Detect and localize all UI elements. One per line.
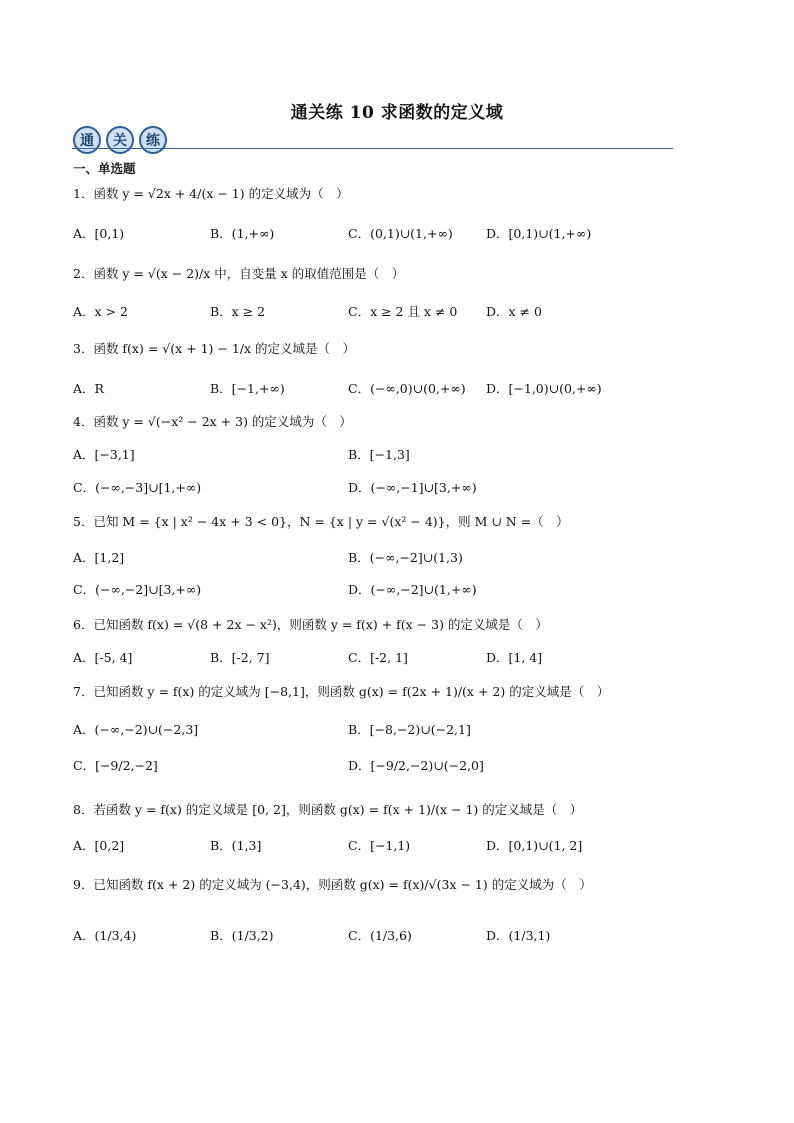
logo-char-3: 练 [146, 133, 160, 149]
question-8-stem: 8．若函数 y = f(x) 的定义域是 [0, 2]，则函数 g(x) = f(x + 1)/(x − 1) 的定义域是（ ） [73, 802, 583, 817]
q8-option-c[interactable]: C．[−1,1) [348, 838, 411, 853]
q6-option-c[interactable]: C．[-2, 1] [348, 650, 408, 665]
q4-option-a[interactable]: A．[−3,1] [73, 447, 135, 462]
q6-option-b[interactable]: B．[-2, 7] [210, 650, 270, 665]
q7-option-d[interactable]: D．[−9/2,−2)∪(−2,0] [348, 758, 484, 773]
q5-option-b[interactable]: B．(−∞,−2]∪(1,3) [348, 550, 463, 565]
q5-option-c[interactable]: C．(−∞,−2]∪[3,+∞) [73, 582, 202, 597]
question-5-stem: 5．已知 M = {x | x² − 4x + 3 < 0}，N = {x | y = √(x² − 4)}，则 M ∪ N =（ ） [73, 514, 569, 529]
q9-option-a[interactable]: A．(1/3,4) [73, 928, 137, 943]
q4-option-b[interactable]: B．[−1,3] [348, 447, 410, 462]
q9-option-c[interactable]: C．(1/3,6) [348, 928, 412, 943]
q7-option-a[interactable]: A．(−∞,−2)∪(−2,3] [73, 722, 199, 737]
q3-option-a[interactable]: A．R [73, 381, 104, 396]
q5-option-d[interactable]: D．(−∞,−2]∪(1,+∞) [348, 582, 477, 597]
q1-option-d[interactable]: D．[0,1)∪(1,+∞) [486, 226, 592, 241]
q7-option-c[interactable]: C．[−9/2,−2] [73, 758, 158, 773]
q4-option-d[interactable]: D．(−∞,−1]∪[3,+∞) [348, 480, 477, 495]
q3-option-b[interactable]: B．[−1,+∞) [210, 381, 285, 396]
page-title: 通关练 10 求函数的定义域 [290, 103, 504, 123]
q6-option-a[interactable]: A．[-5, 4] [73, 650, 133, 665]
question-1-stem: 1．函数 y = √2x + 4/(x − 1) 的定义域为（ ） [73, 186, 349, 201]
q8-option-a[interactable]: A．[0,2] [73, 838, 125, 853]
question-6-stem: 6．已知函数 f(x) = √(8 + 2x − x²)，则函数 y = f(x) + f(x − 3) 的定义域是（ ） [73, 617, 548, 632]
question-7-stem: 7．已知函数 y = f(x) 的定义域为 [−8,1]，则函数 g(x) = f(2x + 1)/(x + 2) 的定义域是（ ） [73, 684, 610, 699]
q2-option-a[interactable]: A．x > 2 [73, 304, 128, 319]
q3-option-d[interactable]: D．[−1,0)∪(0,+∞) [486, 381, 602, 396]
q2-option-d[interactable]: D．x ≠ 0 [486, 304, 542, 319]
q6-option-d[interactable]: D．[1, 4] [486, 650, 543, 665]
logo-char-2: 关 [113, 133, 127, 149]
question-4-stem: 4．函数 y = √(−x² − 2x + 3) 的定义域为（ ） [73, 414, 352, 429]
question-3-stem: 3．函数 f(x) = √(x + 1) − 1/x 的定义域是（ ） [73, 341, 356, 356]
q5-option-a[interactable]: A．[1,2] [73, 550, 125, 565]
question-9-stem: 9．已知函数 f(x + 2) 的定义域为 (−3,4)，则函数 g(x) = f(x)/√(3x − 1) 的定义域为（ ） [73, 877, 592, 892]
header-rule [72, 148, 673, 149]
q7-option-b[interactable]: B．[−8,−2)∪(−2,1] [348, 722, 471, 737]
logo-char-1: 通 [80, 133, 94, 149]
q3-option-c[interactable]: C．(−∞,0)∪(0,+∞) [348, 381, 466, 396]
q9-option-b[interactable]: B．(1/3,2) [210, 928, 274, 943]
question-2-stem: 2．函数 y = √(x − 2)/x 中，自变量 x 的取值范围是（ ） [73, 266, 405, 281]
q1-option-a[interactable]: A．[0,1) [73, 226, 125, 241]
logo-icon [72, 126, 172, 156]
q1-option-c[interactable]: C．(0,1)∪(1,+∞) [348, 226, 453, 241]
q2-option-b[interactable]: B．x ≥ 2 [210, 304, 266, 319]
section-heading: 一、单选题 [73, 161, 136, 176]
q1-option-b[interactable]: B．(1,+∞) [210, 226, 275, 241]
q9-option-d[interactable]: D．(1/3,1) [486, 928, 551, 943]
q4-option-c[interactable]: C．(−∞,−3]∪[1,+∞) [73, 480, 202, 495]
q8-option-d[interactable]: D．[0,1)∪(1, 2] [486, 838, 583, 853]
q2-option-c[interactable]: C．x ≥ 2 且 x ≠ 0 [348, 304, 458, 319]
q8-option-b[interactable]: B．(1,3] [210, 838, 262, 853]
